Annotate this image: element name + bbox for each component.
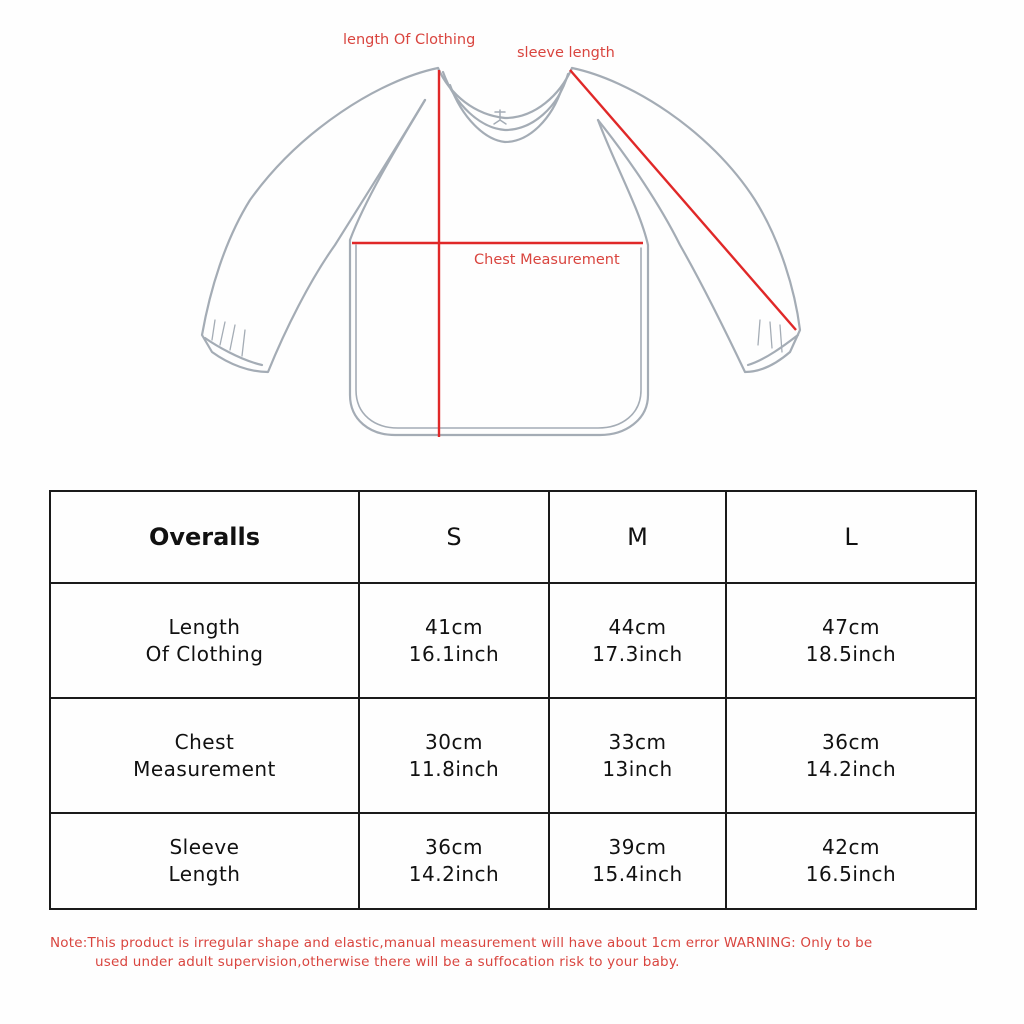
- cell-cm: 36cm: [822, 729, 880, 754]
- cell-s: [359, 583, 549, 698]
- garment-diagram: [0, 0, 1024, 470]
- cell-inch: 13inch: [602, 756, 673, 781]
- table-row: [50, 698, 976, 813]
- row-label-sleeve-length: [50, 813, 359, 909]
- header-size-l: L: [726, 491, 976, 583]
- cell-cm: 41cm: [425, 614, 483, 639]
- table-row: [50, 583, 976, 698]
- cell-inch: 16.1inch: [408, 641, 500, 666]
- header-size-m: M: [549, 491, 726, 583]
- row-label-line1: Sleeve: [169, 835, 240, 859]
- cell-inch: 18.5inch: [805, 641, 897, 666]
- cell-inch: 15.4inch: [592, 862, 683, 886]
- cell-cm: 33cm: [608, 729, 667, 754]
- cell-cm: 47cm: [822, 614, 880, 639]
- row-label-chest-measurement: [50, 698, 359, 813]
- size-chart-table: [49, 490, 977, 910]
- cell-cm: 30cm: [425, 729, 483, 754]
- cell-cm: 44cm: [608, 614, 667, 639]
- header-overalls: Overalls: [50, 491, 359, 583]
- note-line1: Note:This product is irregular shape and elastic,manual measurement will have about 1cm error WARNING: Only to be: [50, 935, 873, 951]
- cell-s: [359, 813, 549, 909]
- cell-l: [726, 583, 976, 698]
- cell-m: [549, 813, 726, 909]
- cell-inch: 14.2inch: [805, 756, 897, 781]
- smock-outline-illustration: [0, 0, 1024, 470]
- row-label-line2: Measurement: [133, 756, 276, 781]
- cell-s: [359, 698, 549, 813]
- warning-note: [50, 934, 970, 972]
- cell-inch: 11.8inch: [408, 756, 500, 781]
- row-label-length-of-clothing: [50, 583, 359, 698]
- label-chest-measurement: Chest Measurement: [474, 252, 620, 268]
- cell-cm: 36cm: [425, 835, 483, 859]
- row-label-line2: Of Clothing: [145, 641, 264, 666]
- label-length-of-clothing: length Of Clothing: [343, 32, 476, 48]
- table-header-row: [50, 491, 976, 583]
- header-size-s: S: [359, 491, 549, 583]
- cell-cm: 42cm: [822, 835, 880, 859]
- table-row: [50, 813, 976, 909]
- cell-l: [726, 698, 976, 813]
- row-label-line1: Chest: [174, 729, 235, 754]
- cell-inch: 16.5inch: [805, 862, 897, 886]
- cell-inch: 14.2inch: [408, 862, 500, 886]
- cell-cm: 39cm: [608, 835, 667, 859]
- cell-l: [726, 813, 976, 909]
- label-sleeve-length: sleeve length: [517, 45, 615, 61]
- cell-m: [549, 583, 726, 698]
- note-line2: used under adult supervision,otherwise there will be a suffocation risk to your baby.: [95, 954, 680, 970]
- row-label-line1: Length: [168, 614, 241, 639]
- cell-m: [549, 698, 726, 813]
- cell-inch: 17.3inch: [592, 641, 683, 666]
- row-label-line2: Length: [168, 862, 241, 886]
